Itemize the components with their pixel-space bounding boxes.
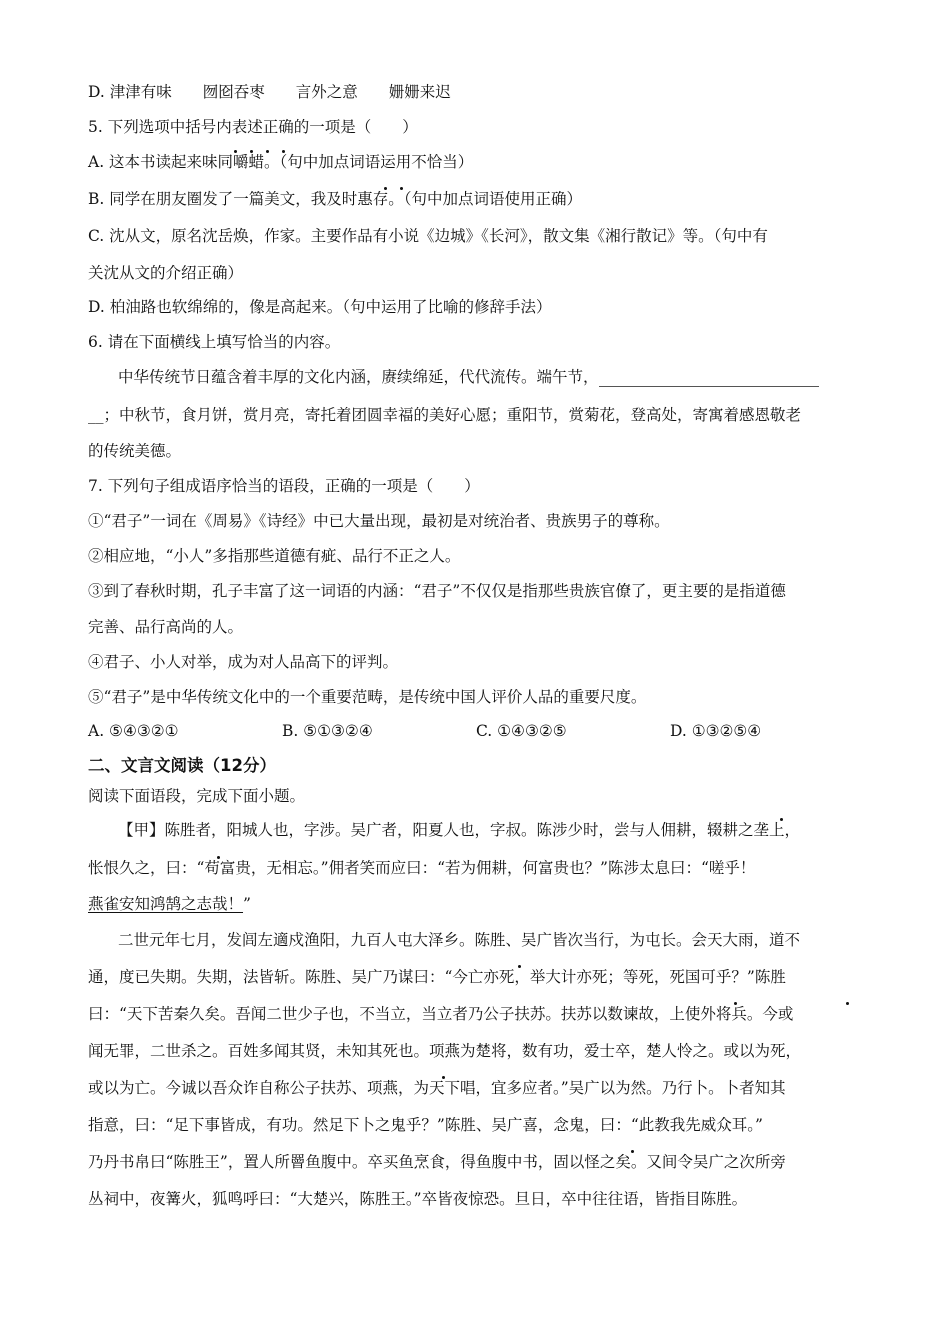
q5-option-c-line1: C. 沈从文，原名沈岳焕，作家。主要作品有小说《边城》《长河》，散文集《湘行散记》等。（句中有 [88,227,768,245]
emphasis-dot [442,1076,445,1079]
q7-sentence-1: ①“君子”一词在《周易》《诗经》中已大量出现，最初是对统治者、贵族男子的尊称。 [88,512,670,530]
q6-text: ；中秋节，食月饼，赏月亮，寄托着团圆幸福的美好心愿；重阳节，赏菊花，登高处，寄寓着感恩敬老 [103,406,802,424]
emphasis-dot [780,818,783,821]
emphasis-dot [384,187,387,190]
q6-stem: 6. 请在下面横线上填写恰当的内容。 [88,333,341,351]
q7-sentence-5: ⑤“君子”是中华传统文化中的一个重要范畴，是传统中国人评价人品的重要尺度。 [88,688,647,706]
emphasis-dot [217,856,220,859]
emphasis-dot [846,1002,849,1005]
passage-p2-line6: 指意，曰：“足下事皆成，有功。然足下卜之鬼乎？”陈胜、吴广喜，念鬼，曰：“此教我先威众耳。” [88,1116,763,1134]
q7-sentence-3-line2: 完善、品行高尚的人。 [88,618,244,636]
passage-p2-line5: 或以为亡。今诚以吾众诈自称公子扶苏、项燕，为天下唱，宜多应者。”吴广以为然。乃行卜。卜者知其 [88,1079,786,1097]
q5-option-d: D. 柏油路也软绵绵的，像是高起来。（句中运用了比喻的修辞手法） [88,298,552,316]
q7-option-c[interactable]: C. ①④③②⑤ [476,722,567,740]
passage-p2-line8: 丛祠中，夜篝火，狐鸣呼曰：“大楚兴，陈胜王。”卒皆夜惊恐。旦日，卒中往往语，皆指目陈胜。 [88,1190,748,1208]
q7-option-d[interactable]: D. ①③②⑤④ [670,722,762,740]
q4-option-d: D. 津津有味 囫囵吞枣 言外之意 姗姗来迟 [88,83,451,101]
passage-jia-line1: 【甲】陈胜者，阳城人也，字涉。吴广者，阳夏人也，字叔。陈涉少时，尝与人佣耕，辍耕之垄上， [118,821,801,839]
answer-blank-end: __ [88,406,104,424]
passage-p2-line1: 二世元年七月，发闾左適戍渔阳，九百人屯大泽乡。陈胜、吴广皆次当行，为屯长。会天大雨，道不 [118,931,801,949]
emphasis-dot [250,150,253,153]
emphasis-dot [518,965,521,968]
passage-p2-line2: 通，度已失期。失期，法皆斩。陈胜、吴广乃谋曰：“今亡亦死，举大计亦死；等死，死国可乎？”陈胜 [88,968,786,986]
q5-option-a: A. 这本书读起来味同嚼蜡。（句中加点词语运用不恰当） [88,153,474,171]
passage-p2-line7: 乃丹书帛曰“陈胜王”，置人所罾鱼腹中。卒买鱼烹食，得鱼腹中书，固以怪之矣。又间令吴广之次所旁 [88,1153,786,1171]
q7-stem: 7. 下列句子组成语序恰当的语段，正确的一项是（ ） [88,477,480,495]
emphasis-dot [631,1150,634,1153]
q7-sentence-4: ④君子、小人对举，成为对人品高下的评判。 [88,653,399,671]
emphasis-dot [266,150,269,153]
section-2-title: 二、文言文阅读（12分） [88,756,276,775]
emphasis-dot [234,150,237,153]
emphasis-dot [400,187,403,190]
answer-blank[interactable] [599,370,819,387]
closing-quote: ” [243,895,251,913]
passage-jia-line3 [88,894,251,914]
q7-option-a[interactable]: A. ⑤④③②① [88,722,179,740]
passage-p2-line4: 闻无罪，二世杀之。百姓多闻其贤，未知其死也。项燕为楚将，数有功，爱士卒，楚人怜之。或以为死， [88,1042,802,1060]
passage-p2-line3: 曰：“天下苦秦久矣。吾闻二世少子也，不当立，当立者乃公子扶苏。扶苏以数谏故，上使外将兵。今或 [88,1005,794,1023]
q5-option-b: B. 同学在朋友圈发了一篇美文，我及时惠存。（句中加点词语使用正确） [88,190,582,208]
q6-paragraph-line1 [118,367,819,387]
q6-paragraph-line2 [88,405,801,425]
q6-text: 中华传统节日蕴含着丰厚的文化内涵，赓续绵延，代代流传。端午节， [118,368,599,386]
q7-sentence-2: ②相应地，“小人”多指那些道德有疵、品行不正之人。 [88,547,461,565]
q5-option-c-line2: 关沈从文的介绍正确） [88,264,244,282]
q6-paragraph-line3: 的传统美德。 [88,442,182,460]
passage-jia-line2: 怅恨久之，曰：“苟富贵，无相忘。”佣者笑而应曰：“若为佣耕，何富贵也？”陈涉太息曰：“嗟乎！ [88,859,756,877]
q7-option-b[interactable]: B. ⑤①③②④ [282,722,373,740]
q7-sentence-3-line1: ③到了春秋时期，孔子丰富了这一词语的内涵：“君子”不仅仅是指那些贵族官僚了，更主要的是指道德 [88,582,786,600]
emphasis-dot [734,1002,737,1005]
section-2-intro: 阅读下面语段，完成下面小题。 [88,787,306,805]
underlined-sentence: 燕雀安知鸿鹄之志哉！ [88,895,244,913]
emphasis-dot [282,150,285,153]
q5-stem: 5. 下列选项中括号内表述正确的一项是（ ） [88,118,418,136]
